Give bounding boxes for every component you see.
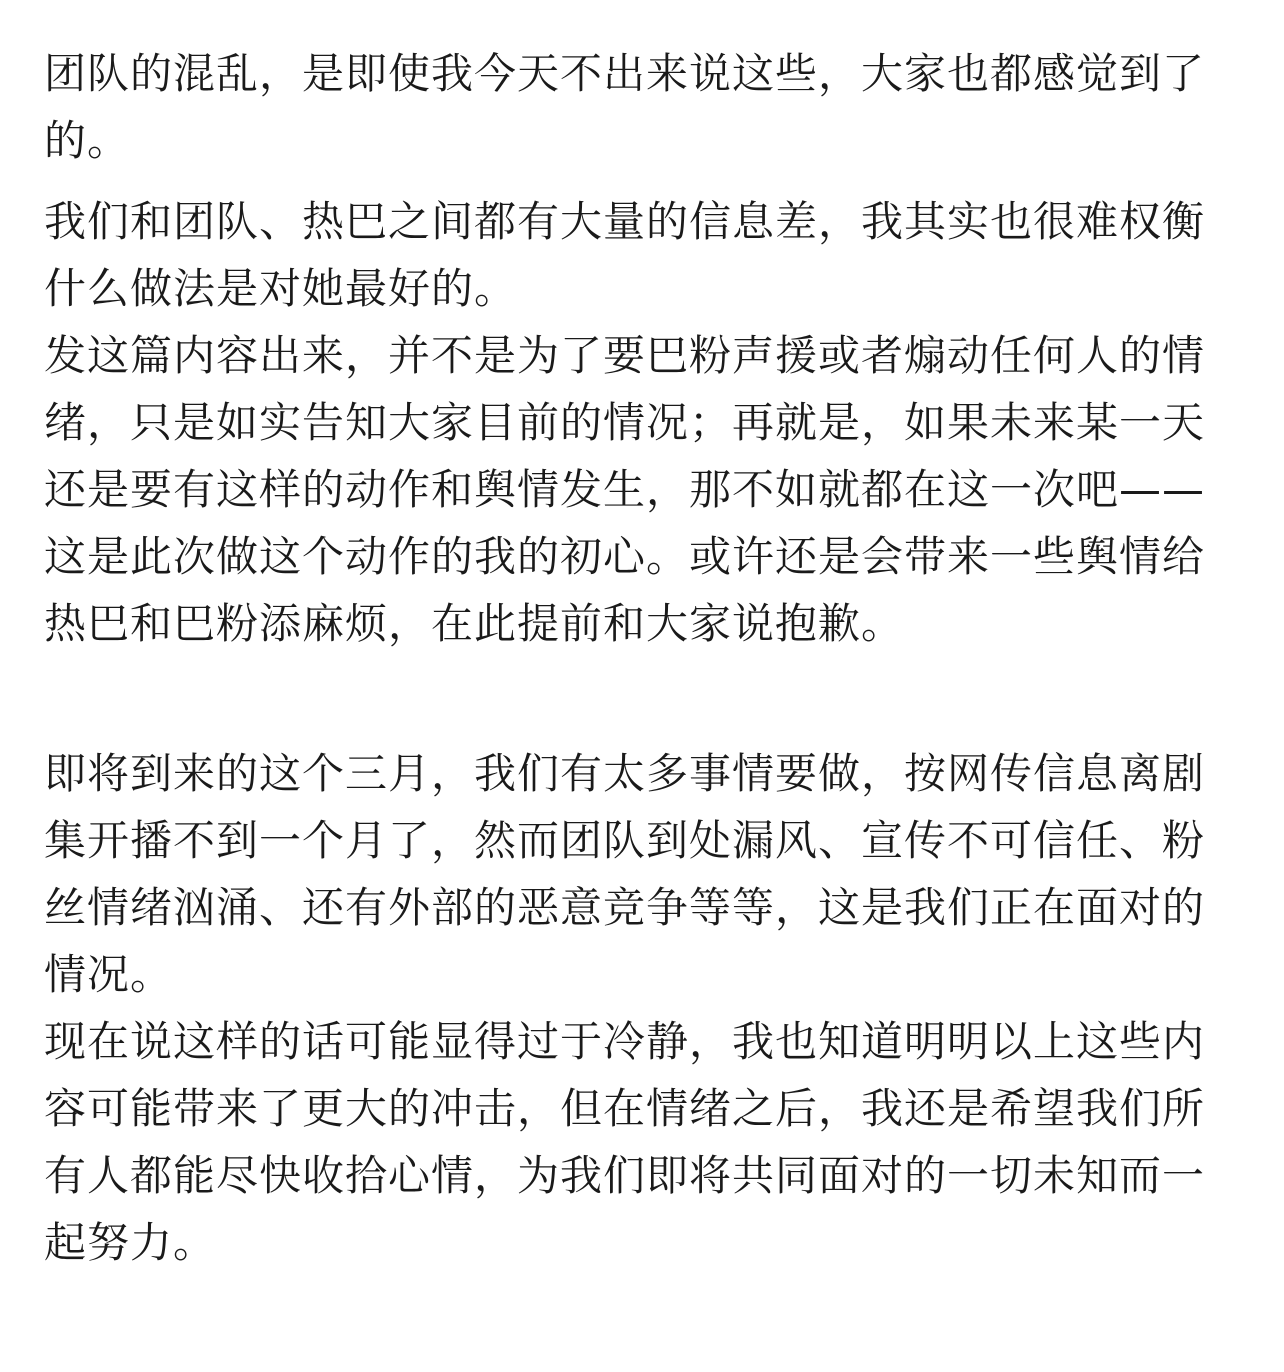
paragraph-gap	[44, 174, 1240, 188]
section-gap	[44, 657, 1240, 740]
paragraph-4: 即将到来的这个三月，我们有太多事情要做，按网传信息离剧集开播不到一个月了，然而团队到处漏风、宣传不可信任、粉丝情绪汹涌、还有外部的恶意竞争等等，这是我们正在面对的情况。	[44, 749, 1206, 999]
paragraph-3: 发这篇内容出来，并不是为了要巴粉声援或者煽动任何人的情绪，只是如实告知大家目前的情况；再就是，如果未来某一天还是要有这样的动作和舆情发生，那不如就都在这一次吧——这是此次做这个动作的我的初心。或许还是会带来一些舆情给热巴和巴粉添麻烦，在此提前和大家说抱歉。	[44, 331, 1206, 648]
paragraph-1: 团队的混乱，是即使我今天不出来说这些，大家也都感觉到了的。	[44, 49, 1206, 165]
paragraph-2: 我们和团队、热巴之间都有大量的信息差，我其实也很难权衡什么做法是对她最好的。	[44, 197, 1206, 313]
paragraph-5: 现在说这样的话可能显得过于冷静，我也知道明明以上这些内容可能带来了更大的冲击，但在情绪之后，我还是希望我们所有人都能尽快收拾心情，为我们即将共同面对的一切未知而一起努力。	[44, 1017, 1206, 1267]
article-body	[44, 40, 1240, 1276]
